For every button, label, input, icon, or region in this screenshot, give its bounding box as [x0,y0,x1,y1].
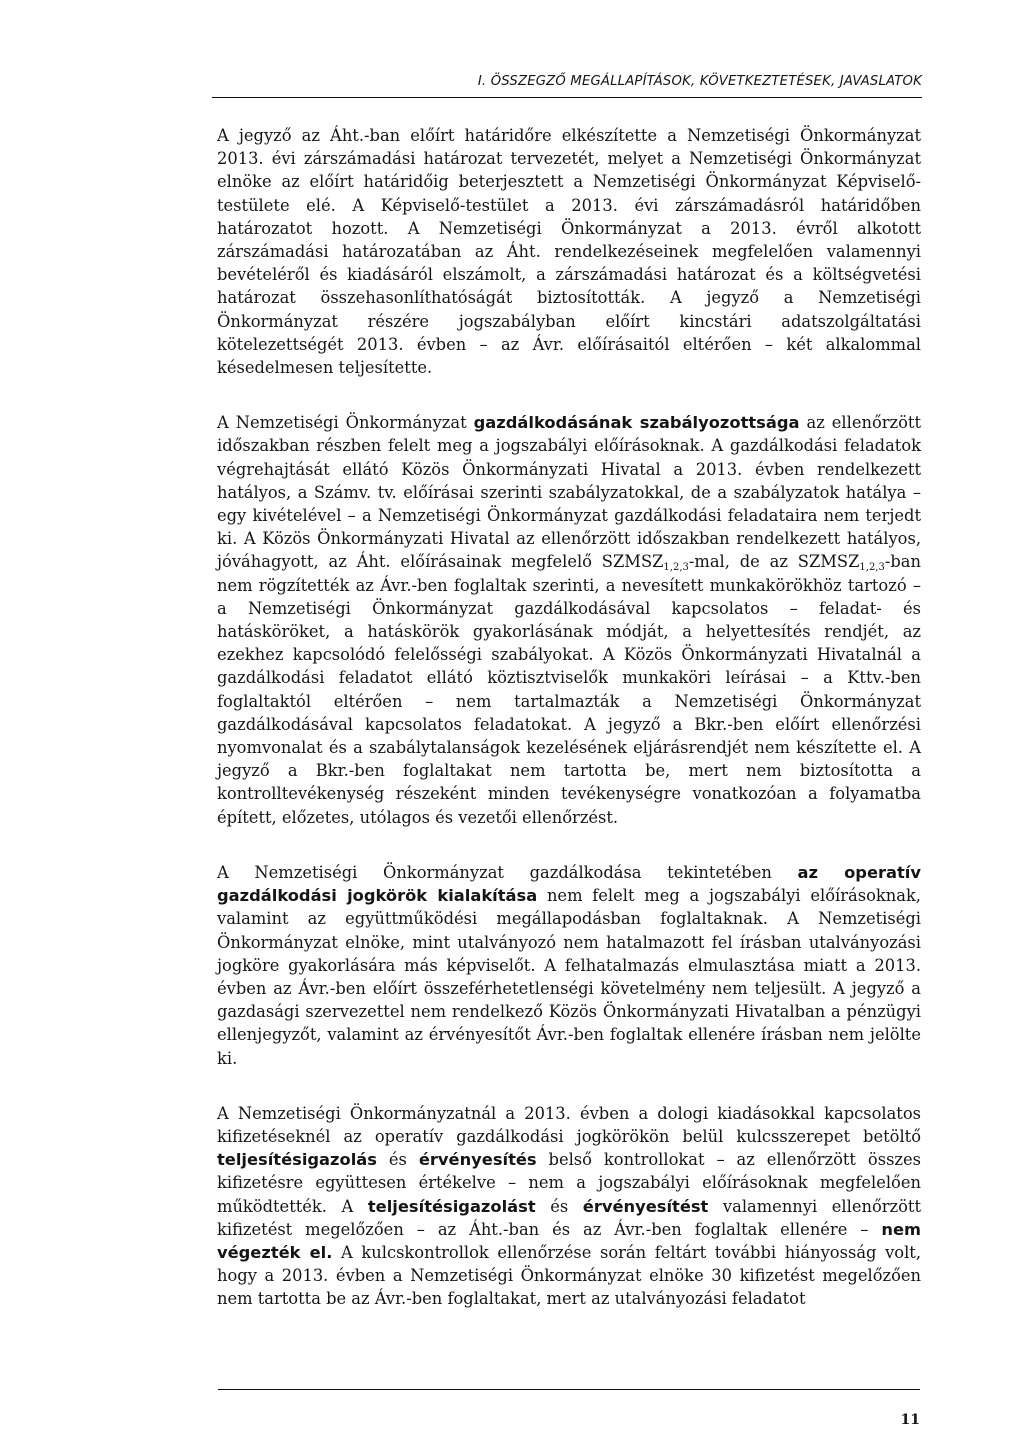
text-run: -ban nem rögzítették az Ávr.-ben foglaltak szerinti, a nevesített munkakörökhöz tartozó – a Nemzetiségi Önkormányzat gazdálkodásával kapcsolatos – feladat- és hatásköröket, a hatáskörök gyakorlásának módját, a helyettesítés rendjét, az ezekhez kapcsolódó felelősségi szabályokat. A Közös Önkormányzati Hivatalnál a gazdálkodási feladatot ellátó köztisztviselők munkaköri leírásai – a Kttv.-ben foglaltaktól eltérően – nem tartalmazták a Nemzetiségi Önkormányzat gazdálkodásával kapcsolatos feladatokat. A jegyző a Bkr.-ben előírt ellenőrzési nyomvonalat és a szabálytalanságok kezelésének eljárásrendjét nem készítette el. A jegyző a Bkr.-ben foglaltakat nem tartotta be, mert nem biztosította a kontrolltevékenység részeként minden tevékenységre vonatkozóan a folyamatba épített, előzetes, utólagos és vezetői ellenőrzést. [217,552,921,827]
text-run: A kulcskontrollok ellenőrzése során feltárt további hiányosság volt, hogy a 2013. évben a Nemzetiségi Önkormányzat elnöke 30 kifizetést megelőzően nem tartotta be az Ávr.-ben foglaltakat, mert az utalványozási feladatot [217,1242,921,1309]
footer-rule [218,1389,920,1390]
subscript-text: 1,2,3 [663,562,689,574]
emphasis-text: az operatív gazdálkodási jogkörök kialakítása [217,862,922,906]
emphasis-text: nem végezték el. [217,1219,921,1262]
paragraph [217,1102,921,1311]
text-run: belső kontrollokat – az ellenőrzött összes kifizetésre együttesen értékelve – nem a jogszabályi előírásoknak megfelelően működtették. A [217,1150,921,1216]
emphasis-text: gazdálkodásának szabályozottsága [473,413,800,433]
text-run: A jegyző az Áht.-ban előírt határidőre elkészítette a Nemzetiségi Önkormányzat 2013. évi zárszámadási határozat tervezetét, melyet a Nemzetiségi Önkormányzat elnöke az előírt határidőig beterjesztett a Nemzetiségi Önkormányzat Képviselő-testülete elé. A Képviselő-testület a 2013. évi zárszámadásról határidőben határozatot hozott. A Nemzetiségi Önkormányzat a 2013. évről alkotott zárszámadási határozatában az Áht. rendelkezéseinek megfelelően valamennyi bevételéről és kiadásáról elszámolt, a zárszámadási határozat és a költségvetési határozat összehasonlíthatóságát biztosították. A jegyző a Nemzetiségi Önkormányzat részére jogszabályban előírt kincstári adatszolgáltatási kötelezettségét 2013. évben – az Ávr. előírásaitól eltérően – két alkalommal késedelmesen teljesítette. [217,126,921,378]
paragraph [217,861,921,1070]
emphasis-text: érvényesítés [418,1150,537,1170]
page-number: 11 [900,1412,920,1428]
text-run: valamennyi ellenőrzött kifizetést megelőzően – az Áht.-ban és az Ávr.-ben foglaltak ellenére – [217,1196,921,1239]
emphasis-text: teljesítésigazolást [367,1196,536,1216]
text-run: nem felelt meg a jogszabályi előírásoknak, valamint az együttműködési megállapodásban foglaltaknak. A Nemzetiségi Önkormányzat elnöke, mint utalványozó nem hatalmazott fel írásban utalványozási jogköre gyakorlására más képviselőt. A felhatalmazás elmulasztása miatt a 2013. évben az Ávr.-ben előírt összeférhetetlenségi követelmény nem teljesült. A jegyző a gazdasági szervezettel nem rendelkező Közös Önkormányzati Hivatalban a pénzügyi ellenjegyzőt, valamint az érvényesítőt Ávr.-ben foglaltak ellenére írásban nem jelölte ki. [217,886,921,1068]
text-run: az ellenőrzött időszakban részben felelt meg a jogszabályi előírásoknak. A gazdálkodási feladatok végrehajtását ellátó Közös Önkormányzati Hivatal a 2013. évben rendelkezett hatályos, a Számv. tv. előírásai szerinti szabályzatokkal, de a szabályzatok hatálya – egy kivételével – a Nemzetiségi Önkormányzat gazdálkodási feladataira nem terjedt ki. A Közös Önkormányzati Hivatal az ellenőrzött időszakban rendelkezett hatályos, jóváhagyott, az Áht. előírásainak megfelelő SZMSZ [217,413,921,572]
text-run: A Nemzetiségi Önkormányzat [217,413,474,433]
text-run: és [535,1196,583,1216]
header-rule [212,97,922,98]
paragraph [217,124,921,379]
running-header: I. ÖSSZEGZŐ MEGÁLLAPÍTÁSOK, KÖVETKEZTETÉSEK, JAVASLATOK [477,74,922,89]
text-run: A Nemzetiségi Önkormányzatnál a 2013. évben a dologi kiadásokkal kapcsolatos kifizetéseknél az operatív gazdálkodási jogkörökön belül kulcsszerepet betöltő [217,1103,921,1146]
emphasis-text: teljesítésigazolás [217,1150,377,1170]
subscript-text: 1,2,3 [859,562,885,574]
text-run: és [376,1150,419,1170]
emphasis-text: érvényesítést [582,1196,709,1216]
body-text [217,124,921,1343]
text-run: A Nemzetiségi Önkormányzat gazdálkodása tekintetében [217,862,798,882]
text-run: -mal, de az SZMSZ [688,552,860,572]
paragraph [217,411,921,829]
